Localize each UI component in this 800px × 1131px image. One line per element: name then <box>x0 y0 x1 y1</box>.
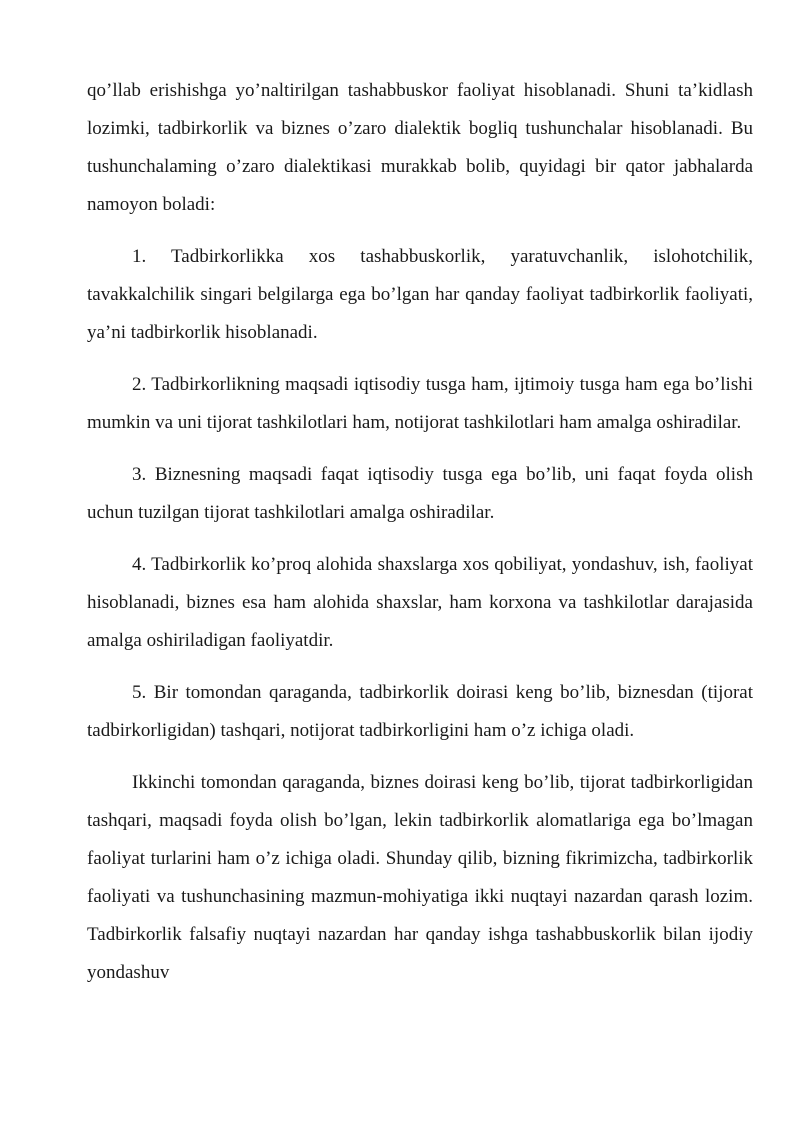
paragraph-item-3: 3. Biznesning maqsadi faqat iqtisodiy tusga ega bo’lib, uni faqat foyda olish uchun tuzilgan tijorat tashkilotlari amalga oshiradilar. <box>87 464 753 523</box>
paragraph-item-4: 4. Tadbirkorlik ko’proq alohida shaxslarga xos qobiliyat, yondashuv, ish, faoliyat hisoblanadi, biznes esa ham alohida shaxslar, ham korxona va tashkilotlar darajasida amalga oshiriladigan faoliyatdir. <box>87 554 753 651</box>
paragraph-item-5: 5. Bir tomondan qaraganda, tadbirkorlik doirasi keng bo’lib, biznesdan (tijorat tadbirkorligidan) tashqari, notijorat tadbirkorligini ham o’z ichiga oladi. <box>87 682 753 741</box>
document-page <box>87 72 753 1006</box>
paragraph-intro: qo’llab erishishga yo’naltirilgan tashabbuskor faoliyat hisoblanadi. Shuni ta’kidlash lozimki, tadbirkorlik va biznes o’zaro dialektik bogliq tushunchalar hisoblanadi. Bu tushunchalaming o’zaro dialektikasi murakkab bolib, quyidagi bir qator jabhalarda namoyon boladi: <box>87 80 753 215</box>
paragraph-conclusion: Ikkinchi tomondan qaraganda, biznes doirasi keng bo’lib, tijorat tadbirkorligidan tashqari, maqsadi foyda olish bo’lgan, lekin tadbirkorlik alomatlariga ega bo’lmagan faoliyat turlarini ham o’z ichiga oladi. Shunday qilib, bizning fikrimizcha, tadbirkorlik faoliyati va tushunchasining mazmun-mohiyatiga ikki nuqtayi nazardan qarash lozim. Tadbirkorlik falsafiy nuqtayi nazardan har qanday ishga tashabbuskorlik bilan ijodiy yondashuv <box>87 772 753 983</box>
paragraph-item-2: 2. Tadbirkorlikning maqsadi iqtisodiy tusga ham, ijtimoiy tusga ham ega bo’lishi mumkin va uni tijorat tashkilotlari ham, notijorat tashkilotlari ham amalga oshiradilar. <box>87 374 753 433</box>
paragraph-item-1: 1. Tadbirkorlikka xos tashabbuskorlik, yaratuvchanlik, islohotchilik, tavakkalchilik singari belgilarga ega bo’lgan har qanday faoliyat tadbirkorlik faoliyati, ya’ni tadbirkorlik hisoblanadi. <box>87 246 753 343</box>
